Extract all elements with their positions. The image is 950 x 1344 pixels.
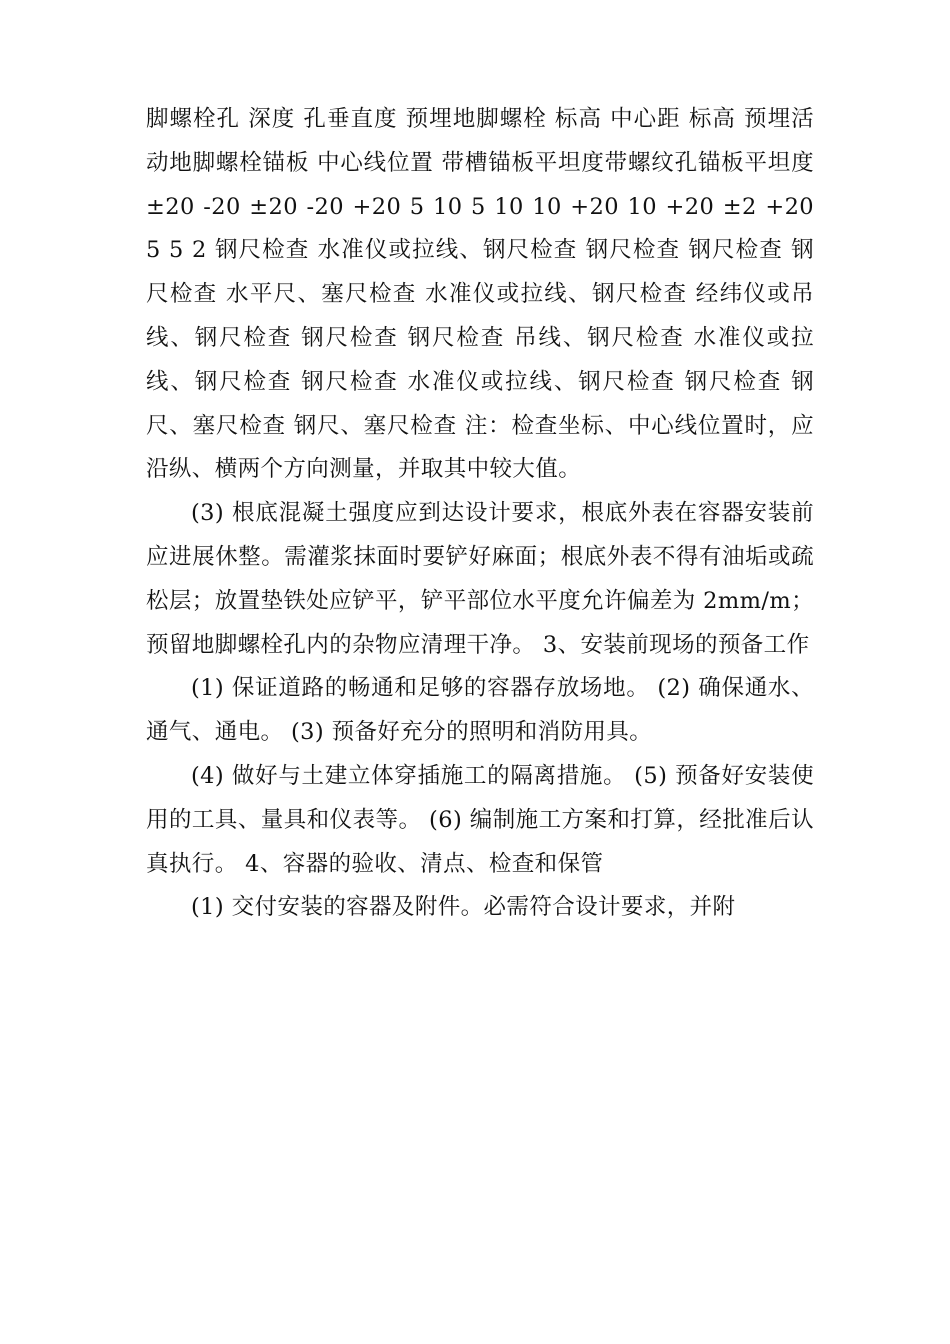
- paragraph-inspection-table-text: 脚螺栓孔 深度 孔垂直度 预埋地脚螺栓 标高 中心距 标高 预埋活动地脚螺栓锚板 中心线位置 带槽锚板平坦度带螺纹孔锚板平坦度 ±20 -20 ±20 -20 +20 5 10 5 10 10 +20 10 +20 ±2 +20 5 5 2 钢尺检查 水准仪或拉线、钢尺检查 钢尺检查 钢尺检查 钢尺检查 水平尺、塞尺检查 水准仪或拉线、钢尺检查 经纬仪或吊线、钢尺检查 钢尺检查 钢尺检查 吊线、钢尺检查 水准仪或拉线、钢尺检查 钢尺检查 水准仪或拉线、钢尺检查 钢尺检查 钢尺、塞尺检查 钢尺、塞尺检查 注：检查坐标、中心线位置时，应沿纵、横两个方向测量，并取其中较大值。: [146, 106, 814, 483]
- paragraph-vessel-acceptance: (1) 交付安装的容器及附件。必需符合设计要求，并附: [191, 894, 736, 921]
- paragraph-site-preparation-2: (4) 做好与土建立体穿插施工的隔离措施。 (5) 预备好安装使用的工具、量具和仪表等。 (6) 编制施工方案和打算，经批准后认真执行。 4、容器的验收、清点、检查和保管: [146, 762, 814, 877]
- paragraph-site-preparation-1: (1) 保证道路的畅通和足够的容器存放场地。 (2) 确保通水、通气、通电。 (3) 预备好充分的照明和消防用具。: [146, 675, 814, 746]
- document-page: [146, 98, 814, 930]
- paragraph-foundation-requirements: (3) 根底混凝土强度应到达设计要求，根底外表在容器安装前应进展休整。需灌浆抹面时要铲好麻面；根底外表不得有油垢或疏松层；放置垫铁处应铲平，铲平部位水平度允许偏差为 2mm/m；预留地脚螺栓孔内的杂物应清理干净。 3、安装前现场的预备工作: [146, 500, 814, 658]
